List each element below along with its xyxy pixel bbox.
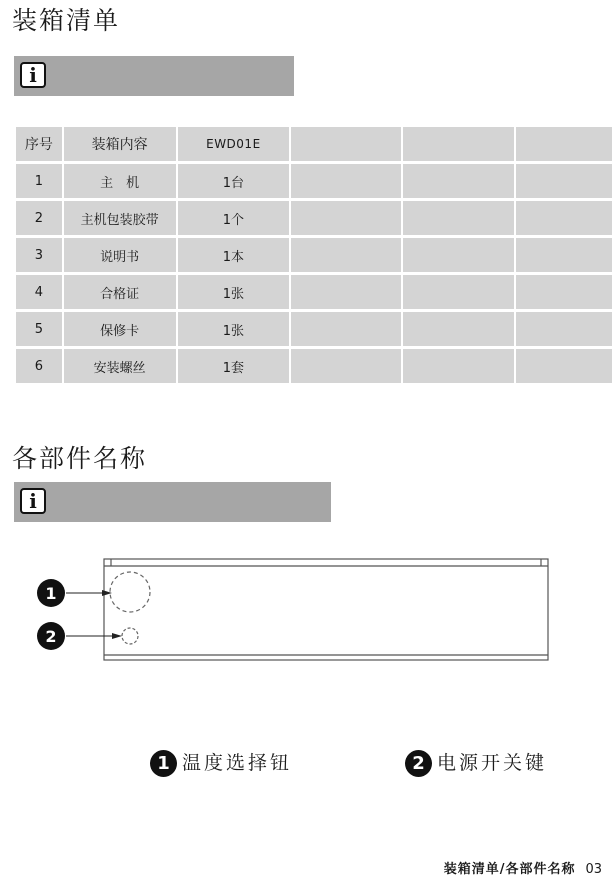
legend-label: 电源开关键	[437, 752, 548, 774]
legend-item-temperature-knob	[150, 750, 292, 777]
row-quantity: 1台	[178, 164, 290, 198]
row-item: 保修卡	[64, 312, 176, 346]
header-cell-contents: 装箱内容	[64, 127, 176, 161]
footer-text: 装箱清单/各部件名称	[443, 862, 576, 877]
legend-number: 2	[405, 750, 432, 777]
row-quantity: 1套	[178, 349, 290, 383]
page-footer	[444, 858, 602, 877]
parts-title: 各部件名称	[12, 444, 148, 473]
device-outline	[104, 559, 548, 660]
legend-number: 1	[150, 750, 177, 777]
callout-arrow-2	[112, 633, 122, 639]
temperature-knob-outline	[110, 572, 150, 612]
row-index: 1	[16, 164, 62, 198]
header-cell-model: EWD01E	[178, 127, 290, 161]
row-quantity: 1本	[178, 238, 290, 272]
info-icon: i	[20, 62, 46, 88]
row-item: 主 机	[64, 164, 176, 198]
row-quantity: 1个	[178, 201, 290, 235]
row-quantity: 1张	[178, 312, 290, 346]
row-index: 3	[16, 238, 62, 272]
legend-item-power-switch	[405, 750, 547, 777]
row-index: 2	[16, 201, 62, 235]
legend-label: 温度选择钮	[182, 752, 293, 774]
device-body	[104, 559, 548, 660]
header-cell-index: 序号	[16, 127, 62, 161]
power-switch-outline	[122, 628, 138, 644]
info-icon: i	[20, 488, 46, 514]
row-index: 4	[16, 275, 62, 309]
callout-number-2: 2	[45, 627, 57, 646]
row-item: 合格证	[64, 275, 176, 309]
packing-list-title: 装箱清单	[12, 6, 121, 35]
row-index: 6	[16, 349, 62, 383]
row-item: 主机包装胶带	[64, 201, 176, 235]
row-quantity: 1张	[178, 275, 290, 309]
callout-number-1: 1	[45, 584, 57, 603]
row-item: 安装螺丝	[64, 349, 176, 383]
row-index: 5	[16, 312, 62, 346]
row-item: 说明书	[64, 238, 176, 272]
page-number: 03	[585, 862, 602, 877]
